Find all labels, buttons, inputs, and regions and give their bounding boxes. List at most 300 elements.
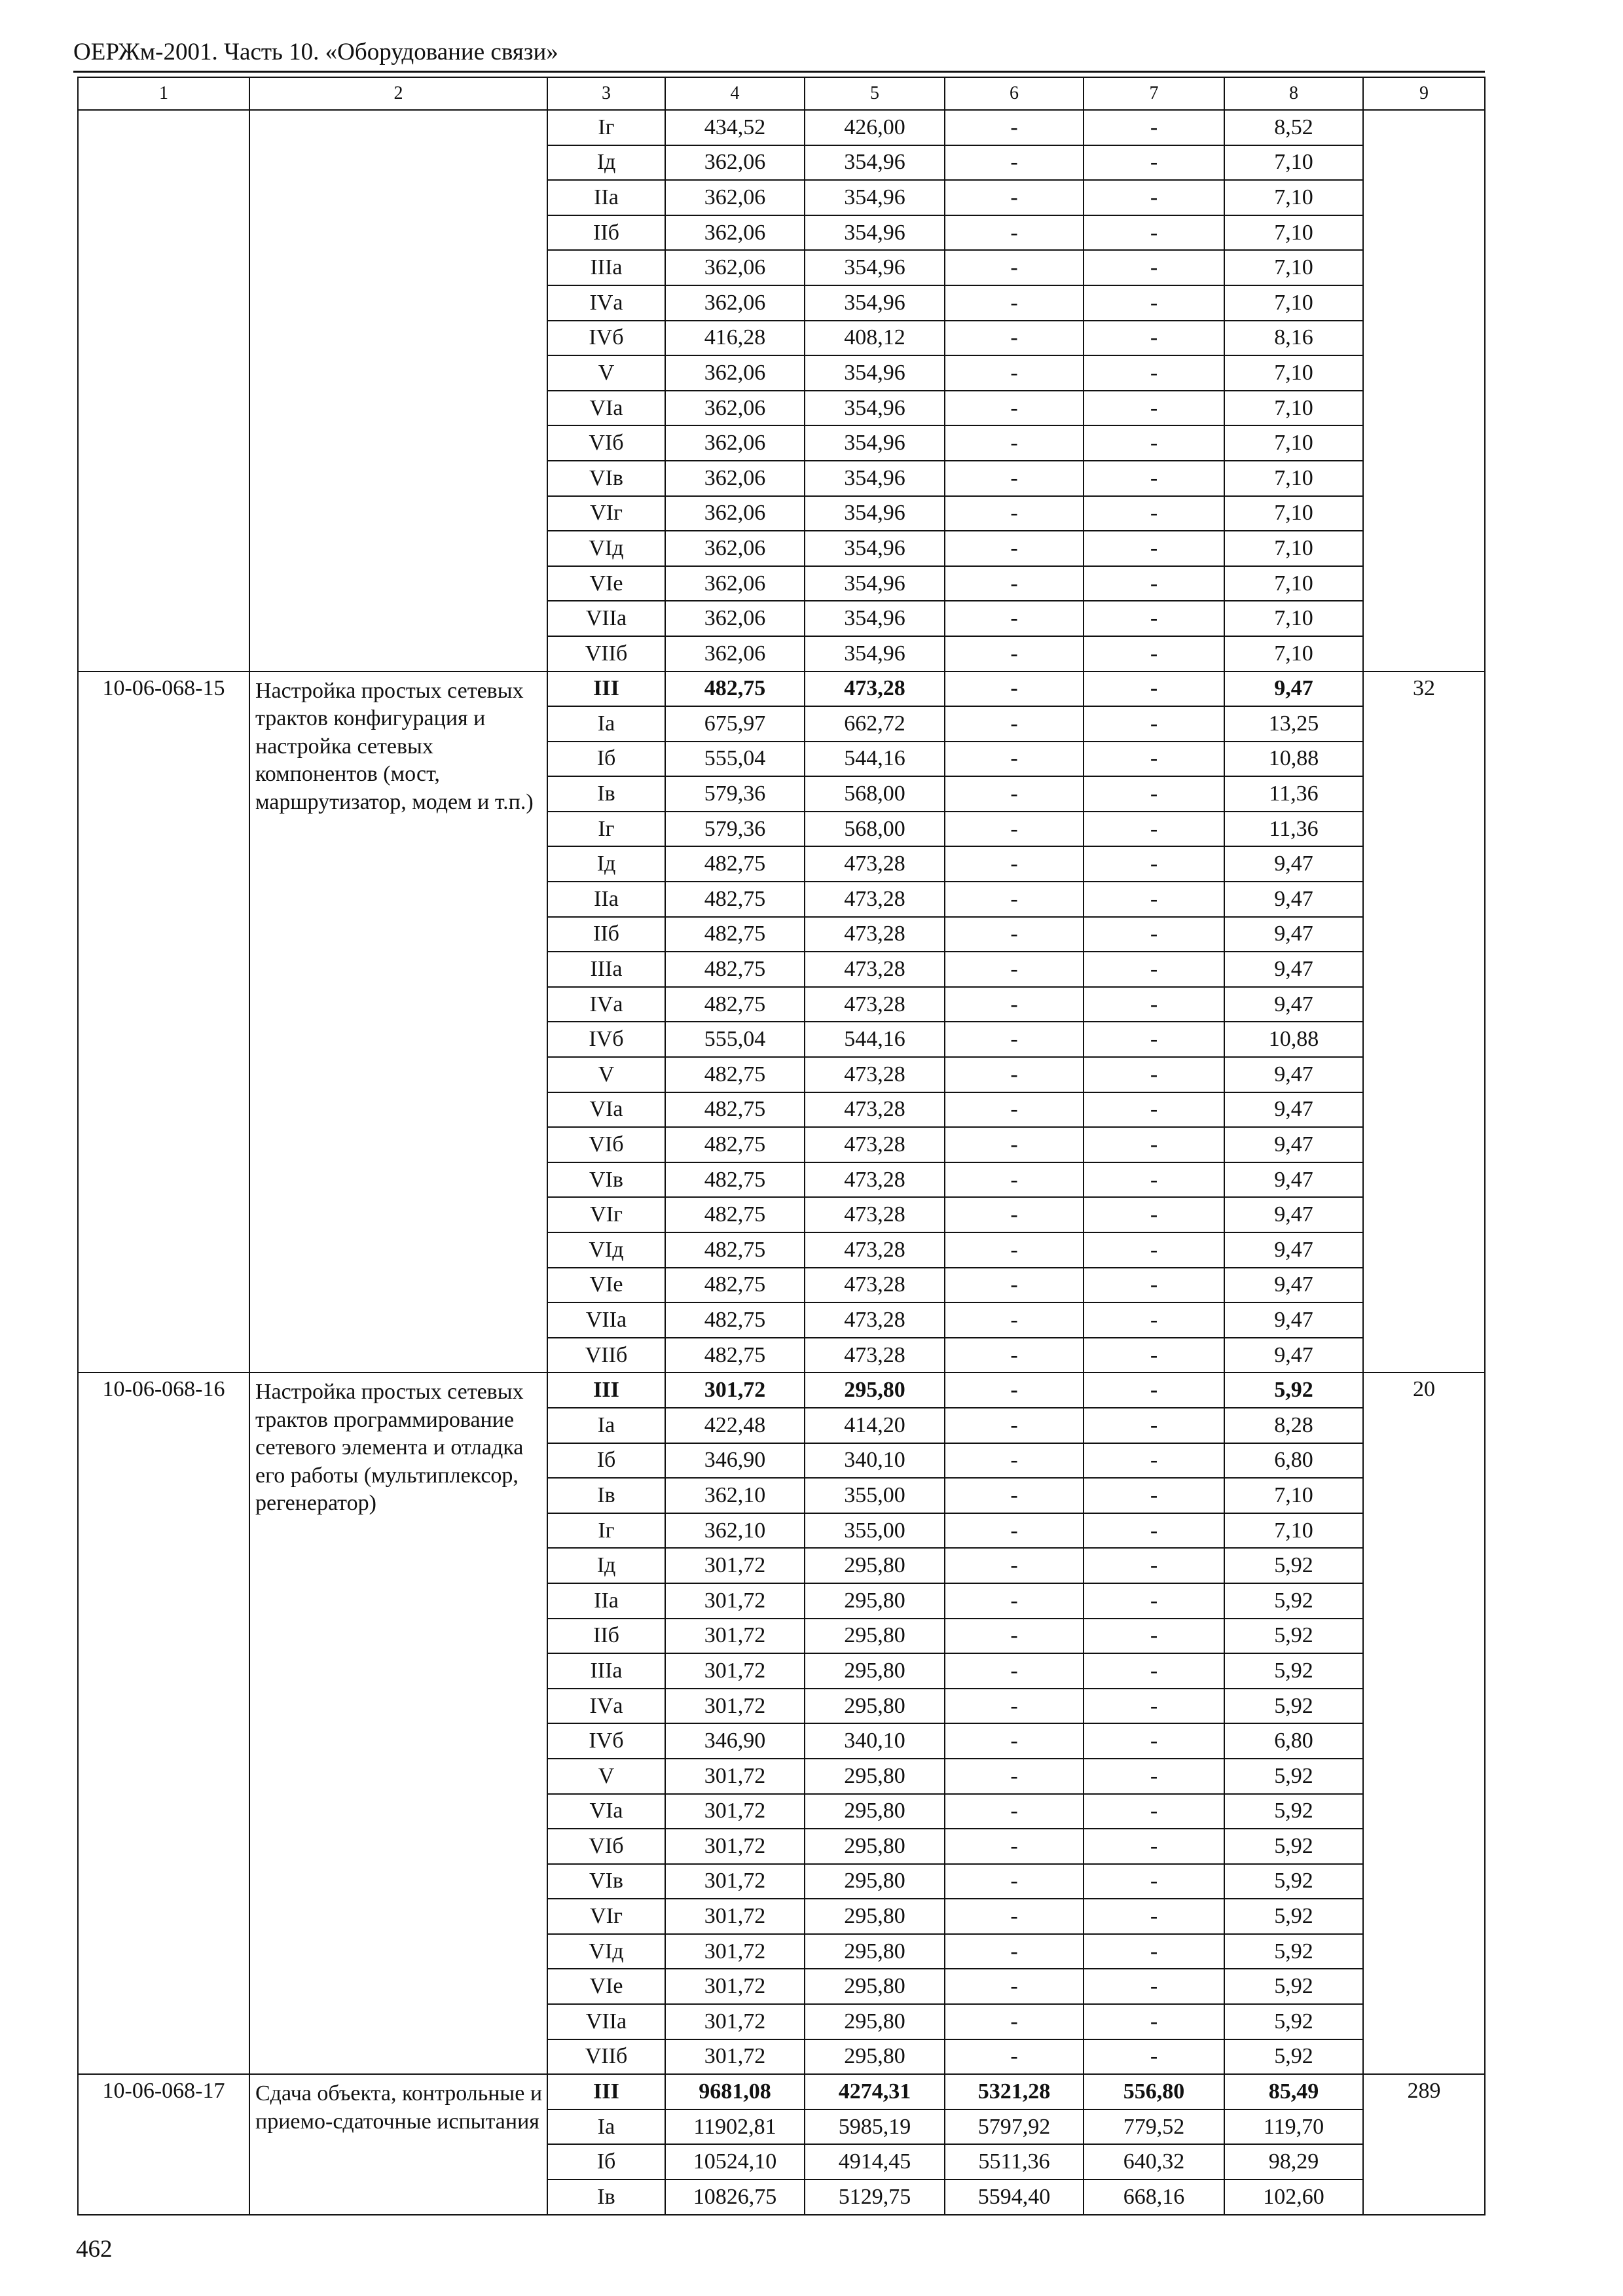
driver-wages-cell: - xyxy=(1084,1689,1224,1724)
rate-extra-cell: 20 xyxy=(1363,1372,1485,2074)
total-cost-cell: 482,75 xyxy=(665,1092,805,1128)
wages-cell: 354,96 xyxy=(805,145,945,181)
zone-cell: IVб xyxy=(547,1723,665,1759)
materials-cell: 9,47 xyxy=(1224,672,1363,707)
driver-wages-cell: - xyxy=(1084,1513,1224,1549)
machines-cell: - xyxy=(945,110,1084,145)
machines-cell: - xyxy=(945,180,1084,215)
materials-cell: 7,10 xyxy=(1224,425,1363,461)
materials-cell: 9,47 xyxy=(1224,952,1363,987)
wages-cell: 295,80 xyxy=(805,1619,945,1654)
wages-cell: 340,10 xyxy=(805,1723,945,1759)
machines-cell: - xyxy=(945,1689,1084,1724)
wages-cell: 354,96 xyxy=(805,566,945,601)
total-cost-cell: 482,75 xyxy=(665,1268,805,1303)
rates-table-body xyxy=(78,77,1485,2215)
column-number-cell: 2 xyxy=(249,77,547,110)
materials-cell: 9,47 xyxy=(1224,1338,1363,1373)
zone-cell: Iв xyxy=(547,2179,665,2215)
driver-wages-cell: - xyxy=(1084,1302,1224,1338)
wages-cell: 473,28 xyxy=(805,1338,945,1373)
materials-cell: 9,47 xyxy=(1224,1197,1363,1232)
materials-cell: 7,10 xyxy=(1224,636,1363,672)
zone-cell: Iд xyxy=(547,1548,665,1583)
driver-wages-cell: - xyxy=(1084,1794,1224,1829)
machines-cell: - xyxy=(945,1057,1084,1092)
materials-cell: 6,80 xyxy=(1224,1443,1363,1479)
machines-cell: - xyxy=(945,917,1084,952)
driver-wages-cell: - xyxy=(1084,776,1224,812)
machines-cell: - xyxy=(945,1022,1084,1057)
materials-cell: 7,10 xyxy=(1224,180,1363,215)
machines-cell: - xyxy=(945,285,1084,321)
materials-cell: 7,10 xyxy=(1224,566,1363,601)
wages-cell: 295,80 xyxy=(805,1864,945,1899)
rate-item-main-row xyxy=(78,2074,1485,2109)
wages-cell: 426,00 xyxy=(805,110,945,145)
machines-cell: - xyxy=(945,1759,1084,1794)
driver-wages-cell: - xyxy=(1084,812,1224,847)
driver-wages-cell: - xyxy=(1084,1443,1224,1479)
wages-cell: 295,80 xyxy=(805,1653,945,1689)
wages-cell: 568,00 xyxy=(805,812,945,847)
total-cost-cell: 346,90 xyxy=(665,1443,805,1479)
driver-wages-cell: - xyxy=(1084,636,1224,672)
materials-cell: 7,10 xyxy=(1224,1478,1363,1513)
total-cost-cell: 555,04 xyxy=(665,742,805,777)
total-cost-cell: 482,75 xyxy=(665,1057,805,1092)
driver-wages-cell: - xyxy=(1084,1829,1224,1864)
rates-table-container xyxy=(77,77,1486,2215)
total-cost-cell: 482,75 xyxy=(665,1232,805,1268)
driver-wages-cell: - xyxy=(1084,496,1224,531)
wages-cell: 4914,45 xyxy=(805,2144,945,2179)
zone-cell: VIв xyxy=(547,1162,665,1198)
rate-extra-cell: 32 xyxy=(1363,672,1485,1373)
driver-wages-cell: - xyxy=(1084,672,1224,707)
wages-cell: 5129,75 xyxy=(805,2179,945,2215)
machines-cell: - xyxy=(945,742,1084,777)
total-cost-cell: 9681,08 xyxy=(665,2074,805,2109)
total-cost-cell: 346,90 xyxy=(665,1723,805,1759)
wages-cell: 5985,19 xyxy=(805,2109,945,2145)
materials-cell: 7,10 xyxy=(1224,145,1363,181)
machines-cell: - xyxy=(945,1127,1084,1162)
total-cost-cell: 362,06 xyxy=(665,250,805,285)
wages-cell: 473,28 xyxy=(805,917,945,952)
wages-cell: 295,80 xyxy=(805,1583,945,1619)
materials-cell: 7,10 xyxy=(1224,215,1363,251)
total-cost-cell: 301,72 xyxy=(665,1829,805,1864)
total-cost-cell: 11902,81 xyxy=(665,2109,805,2145)
total-cost-cell: 10524,10 xyxy=(665,2144,805,2179)
materials-cell: 7,10 xyxy=(1224,1513,1363,1549)
machines-cell: - xyxy=(945,952,1084,987)
driver-wages-cell: - xyxy=(1084,2039,1224,2075)
extra-cell-empty xyxy=(1363,110,1485,672)
driver-wages-cell: - xyxy=(1084,952,1224,987)
total-cost-cell: 362,10 xyxy=(665,1478,805,1513)
machines-cell: - xyxy=(945,531,1084,566)
machines-cell: - xyxy=(945,566,1084,601)
driver-wages-cell: - xyxy=(1084,1162,1224,1198)
machines-cell: - xyxy=(945,636,1084,672)
code-cell-empty xyxy=(78,110,249,672)
total-cost-cell: 555,04 xyxy=(665,1022,805,1057)
zone-cell: VIIб xyxy=(547,2039,665,2075)
materials-cell: 5,92 xyxy=(1224,1583,1363,1619)
driver-wages-cell: - xyxy=(1084,1478,1224,1513)
zone-cell: VIг xyxy=(547,496,665,531)
machines-cell: - xyxy=(945,672,1084,707)
machines-cell: - xyxy=(945,1934,1084,1969)
total-cost-cell: 362,06 xyxy=(665,285,805,321)
materials-cell: 7,10 xyxy=(1224,285,1363,321)
wages-cell: 354,96 xyxy=(805,461,945,496)
driver-wages-cell: - xyxy=(1084,110,1224,145)
machines-cell: - xyxy=(945,1232,1084,1268)
driver-wages-cell: - xyxy=(1084,215,1224,251)
machines-cell: - xyxy=(945,1619,1084,1654)
column-number-cell: 1 xyxy=(78,77,249,110)
wages-cell: 544,16 xyxy=(805,1022,945,1057)
driver-wages-cell: - xyxy=(1084,180,1224,215)
total-cost-cell: 362,06 xyxy=(665,355,805,391)
zone-cell: Iг xyxy=(547,1513,665,1549)
machines-cell: - xyxy=(945,461,1084,496)
driver-wages-cell: - xyxy=(1084,706,1224,742)
materials-cell: 8,52 xyxy=(1224,110,1363,145)
zone-cell: VIе xyxy=(547,1969,665,2004)
driver-wages-cell: - xyxy=(1084,1548,1224,1583)
zone-cell: V xyxy=(547,1759,665,1794)
machines-cell: 5594,40 xyxy=(945,2179,1084,2215)
driver-wages-cell: - xyxy=(1084,355,1224,391)
zone-cell: IIб xyxy=(547,215,665,251)
driver-wages-cell: - xyxy=(1084,1232,1224,1268)
driver-wages-cell: - xyxy=(1084,1022,1224,1057)
wages-cell: 295,80 xyxy=(805,1548,945,1583)
materials-cell: 85,49 xyxy=(1224,2074,1363,2109)
zone-cell: VIа xyxy=(547,1794,665,1829)
wages-cell: 568,00 xyxy=(805,776,945,812)
total-cost-cell: 362,06 xyxy=(665,461,805,496)
materials-cell: 7,10 xyxy=(1224,461,1363,496)
machines-cell: - xyxy=(945,1583,1084,1619)
machines-cell: - xyxy=(945,425,1084,461)
wages-cell: 295,80 xyxy=(805,1794,945,1829)
driver-wages-cell: - xyxy=(1084,1899,1224,1934)
wages-cell: 340,10 xyxy=(805,1443,945,1479)
driver-wages-cell: - xyxy=(1084,321,1224,356)
column-number-cell: 8 xyxy=(1224,77,1363,110)
machines-cell: - xyxy=(945,355,1084,391)
driver-wages-cell: - xyxy=(1084,391,1224,426)
machines-cell: - xyxy=(945,145,1084,181)
zone-cell: VIб xyxy=(547,1127,665,1162)
wages-cell: 4274,31 xyxy=(805,2074,945,2109)
wages-cell: 295,80 xyxy=(805,2039,945,2075)
zone-cell: VIб xyxy=(547,1829,665,1864)
machines-cell: - xyxy=(945,1268,1084,1303)
zone-cell: IIб xyxy=(547,917,665,952)
wages-cell: 354,96 xyxy=(805,496,945,531)
zone-cell: VIIб xyxy=(547,1338,665,1373)
wages-cell: 354,96 xyxy=(805,180,945,215)
zone-cell: IIа xyxy=(547,1583,665,1619)
total-cost-cell: 301,72 xyxy=(665,1864,805,1899)
total-cost-cell: 482,75 xyxy=(665,952,805,987)
wages-cell: 473,28 xyxy=(805,1057,945,1092)
total-cost-cell: 362,06 xyxy=(665,145,805,181)
total-cost-cell: 301,72 xyxy=(665,1619,805,1654)
total-cost-cell: 579,36 xyxy=(665,776,805,812)
total-cost-cell: 422,48 xyxy=(665,1408,805,1443)
machines-cell: - xyxy=(945,321,1084,356)
machines-cell: - xyxy=(945,1478,1084,1513)
rate-code-cell: 10-06-068-16 xyxy=(78,1372,249,2074)
materials-cell: 7,10 xyxy=(1224,391,1363,426)
machines-cell: - xyxy=(945,1162,1084,1198)
zone-cell: VIв xyxy=(547,461,665,496)
zone-cell: VIа xyxy=(547,1092,665,1128)
wages-cell: 354,96 xyxy=(805,215,945,251)
materials-cell: 5,92 xyxy=(1224,1689,1363,1724)
zone-cell: V xyxy=(547,355,665,391)
total-cost-cell: 416,28 xyxy=(665,321,805,356)
total-cost-cell: 482,75 xyxy=(665,846,805,882)
rate-extra-cell: 289 xyxy=(1363,2074,1485,2214)
total-cost-cell: 301,72 xyxy=(665,1794,805,1829)
rate-code-cell: 10-06-068-17 xyxy=(78,2074,249,2214)
materials-cell: 5,92 xyxy=(1224,1934,1363,1969)
rate-description-cell: Настройка простых сетевых трактов программирование сетевого элемента и отладка его работы (мультиплексор, регенератор) xyxy=(249,1372,547,2074)
driver-wages-cell: - xyxy=(1084,1934,1224,1969)
zone-cell: VIг xyxy=(547,1197,665,1232)
driver-wages-cell: - xyxy=(1084,1759,1224,1794)
zone-cell: Iб xyxy=(547,2144,665,2179)
zone-cell: Iв xyxy=(547,1478,665,1513)
wages-cell: 473,28 xyxy=(805,987,945,1022)
machines-cell: - xyxy=(945,1969,1084,2004)
total-cost-cell: 362,06 xyxy=(665,636,805,672)
driver-wages-cell: - xyxy=(1084,1864,1224,1899)
total-cost-cell: 301,72 xyxy=(665,2004,805,2039)
zone-cell: Iб xyxy=(547,1443,665,1479)
driver-wages-cell: - xyxy=(1084,1092,1224,1128)
wages-cell: 414,20 xyxy=(805,1408,945,1443)
materials-cell: 5,92 xyxy=(1224,1794,1363,1829)
total-cost-cell: 482,75 xyxy=(665,672,805,707)
machines-cell: - xyxy=(945,2004,1084,2039)
machines-cell: - xyxy=(945,1513,1084,1549)
rate-description-cell: Сдача объекта, контрольные и приемо-сдаточные испытания xyxy=(249,2074,547,2214)
zone-cell: Iа xyxy=(547,1408,665,1443)
total-cost-cell: 362,06 xyxy=(665,215,805,251)
driver-wages-cell: - xyxy=(1084,1338,1224,1373)
total-cost-cell: 362,06 xyxy=(665,531,805,566)
driver-wages-cell: - xyxy=(1084,250,1224,285)
machines-cell: - xyxy=(945,706,1084,742)
machines-cell: - xyxy=(945,1197,1084,1232)
materials-cell: 9,47 xyxy=(1224,1057,1363,1092)
materials-cell: 9,47 xyxy=(1224,846,1363,882)
driver-wages-cell: - xyxy=(1084,1619,1224,1654)
zone-cell: VIе xyxy=(547,1268,665,1303)
materials-cell: 7,10 xyxy=(1224,531,1363,566)
total-cost-cell: 362,06 xyxy=(665,601,805,636)
zone-cell: Iд xyxy=(547,145,665,181)
wages-cell: 408,12 xyxy=(805,321,945,356)
materials-cell: 5,92 xyxy=(1224,1372,1363,1408)
driver-wages-cell: - xyxy=(1084,566,1224,601)
column-number-cell: 5 xyxy=(805,77,945,110)
zone-cell: VIд xyxy=(547,1934,665,1969)
materials-cell: 5,92 xyxy=(1224,1899,1363,1934)
materials-cell: 11,36 xyxy=(1224,776,1363,812)
description-cell-empty xyxy=(249,110,547,672)
machines-cell: - xyxy=(945,1302,1084,1338)
total-cost-cell: 362,06 xyxy=(665,566,805,601)
wages-cell: 473,28 xyxy=(805,1268,945,1303)
materials-cell: 5,92 xyxy=(1224,1619,1363,1654)
driver-wages-cell: - xyxy=(1084,2004,1224,2039)
wages-cell: 354,96 xyxy=(805,425,945,461)
total-cost-cell: 482,75 xyxy=(665,917,805,952)
total-cost-cell: 301,72 xyxy=(665,1969,805,2004)
zone-cell: VIIа xyxy=(547,601,665,636)
driver-wages-cell: 640,32 xyxy=(1084,2144,1224,2179)
zone-cell: VIг xyxy=(547,1899,665,1934)
zone-cell: VIд xyxy=(547,1232,665,1268)
materials-cell: 11,36 xyxy=(1224,812,1363,847)
zone-cell: IVа xyxy=(547,987,665,1022)
wages-cell: 354,96 xyxy=(805,601,945,636)
machines-cell: - xyxy=(945,812,1084,847)
zone-cell: IIа xyxy=(547,882,665,917)
page-number: 462 xyxy=(76,2236,113,2263)
materials-cell: 102,60 xyxy=(1224,2179,1363,2215)
driver-wages-cell: - xyxy=(1084,917,1224,952)
materials-cell: 13,25 xyxy=(1224,706,1363,742)
zone-cell: IVб xyxy=(547,1022,665,1057)
materials-cell: 6,80 xyxy=(1224,1723,1363,1759)
materials-cell: 9,47 xyxy=(1224,1092,1363,1128)
driver-wages-cell: - xyxy=(1084,987,1224,1022)
wages-cell: 295,80 xyxy=(805,1759,945,1794)
zone-cell: IIIа xyxy=(547,1653,665,1689)
machines-cell: 5797,92 xyxy=(945,2109,1084,2145)
total-cost-cell: 362,06 xyxy=(665,496,805,531)
zone-cell: III xyxy=(547,1372,665,1408)
materials-cell: 10,88 xyxy=(1224,742,1363,777)
driver-wages-cell: - xyxy=(1084,1127,1224,1162)
machines-cell: - xyxy=(945,391,1084,426)
machines-cell: - xyxy=(945,987,1084,1022)
machines-cell: 5511,36 xyxy=(945,2144,1084,2179)
total-cost-cell: 301,72 xyxy=(665,1372,805,1408)
wages-cell: 295,80 xyxy=(805,1689,945,1724)
total-cost-cell: 362,06 xyxy=(665,180,805,215)
driver-wages-cell: - xyxy=(1084,1057,1224,1092)
driver-wages-cell: - xyxy=(1084,1583,1224,1619)
machines-cell: - xyxy=(945,882,1084,917)
zone-cell: VIIа xyxy=(547,1302,665,1338)
total-cost-cell: 301,72 xyxy=(665,2039,805,2075)
rate-item-main-row xyxy=(78,672,1485,707)
materials-cell: 5,92 xyxy=(1224,2004,1363,2039)
driver-wages-cell: - xyxy=(1084,742,1224,777)
zone-cell: III xyxy=(547,672,665,707)
wages-cell: 473,28 xyxy=(805,1092,945,1128)
column-number-cell: 9 xyxy=(1363,77,1485,110)
materials-cell: 7,10 xyxy=(1224,496,1363,531)
zone-cell: Iд xyxy=(547,846,665,882)
total-cost-cell: 362,10 xyxy=(665,1513,805,1549)
total-cost-cell: 482,75 xyxy=(665,1127,805,1162)
materials-cell: 98,29 xyxy=(1224,2144,1363,2179)
driver-wages-cell: - xyxy=(1084,1723,1224,1759)
machines-cell: - xyxy=(945,601,1084,636)
total-cost-cell: 362,06 xyxy=(665,391,805,426)
machines-cell: - xyxy=(945,1338,1084,1373)
running-header: ОЕРЖм-2001. Часть 10. «Оборудование связи» xyxy=(73,39,558,65)
wages-cell: 354,96 xyxy=(805,391,945,426)
wages-cell: 295,80 xyxy=(805,1934,945,1969)
materials-cell: 5,92 xyxy=(1224,2039,1363,2075)
total-cost-cell: 301,72 xyxy=(665,1653,805,1689)
zone-cell: VIв xyxy=(547,1864,665,1899)
zone-cell: VIIб xyxy=(547,636,665,672)
rates-table xyxy=(77,77,1486,2215)
machines-cell: - xyxy=(945,215,1084,251)
wages-cell: 295,80 xyxy=(805,1829,945,1864)
driver-wages-cell: - xyxy=(1084,601,1224,636)
materials-cell: 5,92 xyxy=(1224,1864,1363,1899)
materials-cell: 5,92 xyxy=(1224,1759,1363,1794)
driver-wages-cell: - xyxy=(1084,425,1224,461)
zone-cell: IVб xyxy=(547,321,665,356)
materials-cell: 9,47 xyxy=(1224,1302,1363,1338)
driver-wages-cell: - xyxy=(1084,1969,1224,2004)
materials-cell: 10,88 xyxy=(1224,1022,1363,1057)
total-cost-cell: 482,75 xyxy=(665,1197,805,1232)
total-cost-cell: 301,72 xyxy=(665,1548,805,1583)
zone-cell: IIа xyxy=(547,180,665,215)
wages-cell: 473,28 xyxy=(805,1162,945,1198)
rate-code-cell: 10-06-068-15 xyxy=(78,672,249,1373)
column-number-row xyxy=(78,77,1485,110)
materials-cell: 9,47 xyxy=(1224,1268,1363,1303)
machines-cell: - xyxy=(945,1443,1084,1479)
materials-cell: 7,10 xyxy=(1224,250,1363,285)
zone-cell: III xyxy=(547,2074,665,2109)
materials-cell: 5,92 xyxy=(1224,1548,1363,1583)
driver-wages-cell: - xyxy=(1084,461,1224,496)
driver-wages-cell: - xyxy=(1084,882,1224,917)
driver-wages-cell: 779,52 xyxy=(1084,2109,1224,2145)
machines-cell: - xyxy=(945,496,1084,531)
wages-cell: 355,00 xyxy=(805,1478,945,1513)
zone-cell: Iб xyxy=(547,742,665,777)
total-cost-cell: 482,75 xyxy=(665,882,805,917)
total-cost-cell: 482,75 xyxy=(665,1302,805,1338)
total-cost-cell: 434,52 xyxy=(665,110,805,145)
zone-cell: IIIа xyxy=(547,952,665,987)
zone-cell: Iв xyxy=(547,776,665,812)
driver-wages-cell: 668,16 xyxy=(1084,2179,1224,2215)
zone-cell: VIIа xyxy=(547,2004,665,2039)
